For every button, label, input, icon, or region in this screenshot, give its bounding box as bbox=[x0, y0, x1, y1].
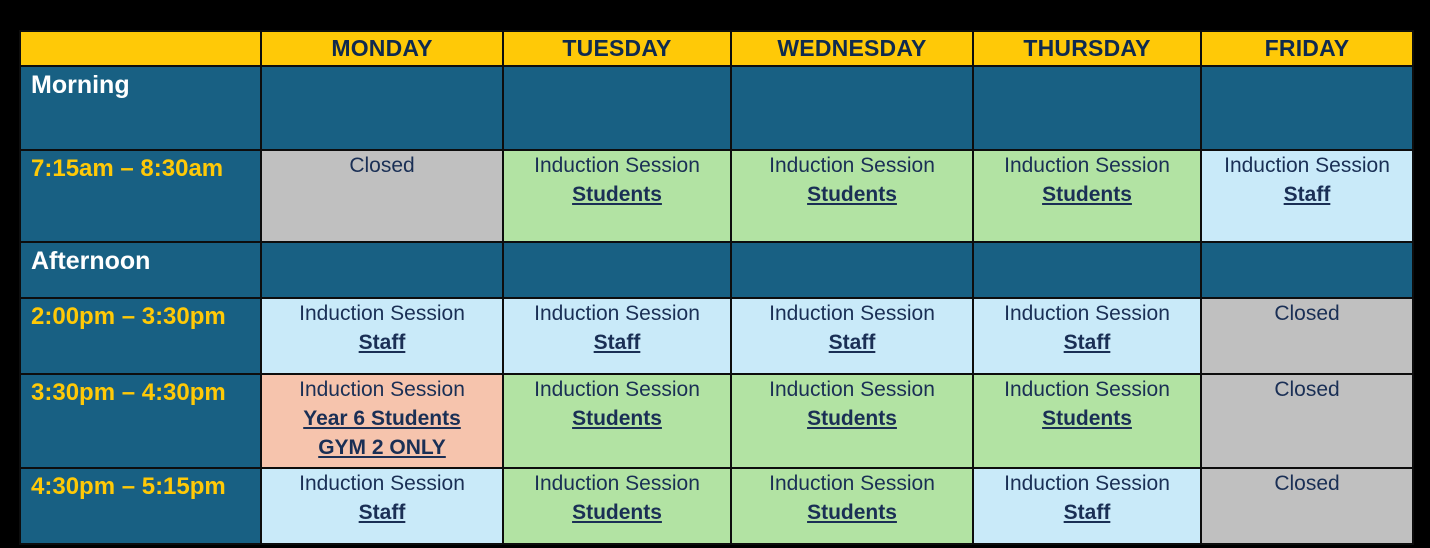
time-row bbox=[20, 150, 1413, 242]
section-row-afternoon bbox=[20, 242, 1413, 298]
header-row bbox=[20, 31, 1413, 66]
session-cell bbox=[1201, 468, 1413, 544]
session-note: GYM 2 ONLY bbox=[318, 436, 446, 459]
session-cell bbox=[731, 374, 973, 468]
session-title: Induction Session bbox=[1004, 378, 1170, 401]
session-title: Induction Session bbox=[1004, 154, 1170, 177]
session-cell bbox=[973, 150, 1201, 242]
induction-timetable bbox=[19, 30, 1414, 545]
section-filler bbox=[1201, 242, 1413, 298]
session-audience: Students bbox=[807, 501, 897, 524]
session-cell bbox=[973, 468, 1201, 544]
session-audience: Staff bbox=[1063, 331, 1111, 354]
time-label: 4:30pm – 5:15pm bbox=[20, 468, 261, 544]
time-label: 7:15am – 8:30am bbox=[20, 150, 261, 242]
session-audience: Students bbox=[807, 183, 897, 206]
section-filler bbox=[731, 242, 973, 298]
section-filler bbox=[503, 242, 731, 298]
session-audience: Students bbox=[807, 407, 897, 430]
session-title: Induction Session bbox=[534, 378, 700, 401]
section-filler bbox=[973, 66, 1201, 150]
session-title: Induction Session bbox=[769, 154, 935, 177]
session-cell bbox=[261, 468, 503, 544]
session-title: Closed bbox=[1274, 378, 1340, 401]
section-filler bbox=[731, 66, 973, 150]
session-cell bbox=[1201, 374, 1413, 468]
session-title: Induction Session bbox=[534, 154, 700, 177]
session-audience: Students bbox=[572, 407, 662, 430]
time-label: 2:00pm – 3:30pm bbox=[20, 298, 261, 374]
time-label: 3:30pm – 4:30pm bbox=[20, 374, 261, 468]
session-cell bbox=[261, 150, 503, 242]
section-filler bbox=[973, 242, 1201, 298]
day-header-friday: FRIDAY bbox=[1201, 31, 1413, 66]
day-header-tuesday: TUESDAY bbox=[503, 31, 731, 66]
session-audience: Students bbox=[1042, 183, 1132, 206]
time-row bbox=[20, 468, 1413, 544]
session-title: Induction Session bbox=[534, 302, 700, 325]
session-title: Induction Session bbox=[769, 302, 935, 325]
time-row bbox=[20, 298, 1413, 374]
session-title: Induction Session bbox=[769, 472, 935, 495]
session-title: Induction Session bbox=[534, 472, 700, 495]
session-cell bbox=[503, 468, 731, 544]
corner-cell bbox=[20, 31, 261, 66]
session-title: Induction Session bbox=[299, 302, 465, 325]
session-cell bbox=[973, 298, 1201, 374]
session-title: Closed bbox=[1274, 472, 1340, 495]
session-audience: Students bbox=[572, 501, 662, 524]
session-title: Induction Session bbox=[1004, 472, 1170, 495]
time-row bbox=[20, 374, 1413, 468]
session-audience: Year 6 Students bbox=[303, 407, 461, 430]
session-title: Closed bbox=[349, 154, 415, 177]
session-audience: Students bbox=[1042, 407, 1132, 430]
session-audience: Staff bbox=[593, 331, 641, 354]
session-cell bbox=[731, 468, 973, 544]
session-cell bbox=[503, 298, 731, 374]
session-title: Induction Session bbox=[299, 378, 465, 401]
section-row-morning bbox=[20, 66, 1413, 150]
day-header-thursday: THURSDAY bbox=[973, 31, 1201, 66]
session-audience: Students bbox=[572, 183, 662, 206]
session-audience: Staff bbox=[358, 331, 406, 354]
session-audience: Staff bbox=[358, 501, 406, 524]
day-header-monday: MONDAY bbox=[261, 31, 503, 66]
session-title: Induction Session bbox=[1004, 302, 1170, 325]
session-cell bbox=[973, 374, 1201, 468]
section-filler bbox=[1201, 66, 1413, 150]
section-filler bbox=[503, 66, 731, 150]
session-audience: Staff bbox=[828, 331, 876, 354]
session-title: Closed bbox=[1274, 302, 1340, 325]
session-cell bbox=[503, 150, 731, 242]
session-title: Induction Session bbox=[769, 378, 935, 401]
session-cell bbox=[1201, 150, 1413, 242]
session-cell bbox=[261, 298, 503, 374]
session-cell bbox=[1201, 298, 1413, 374]
session-title: Induction Session bbox=[299, 472, 465, 495]
session-audience: Staff bbox=[1283, 183, 1331, 206]
section-filler bbox=[261, 242, 503, 298]
session-title: Induction Session bbox=[1224, 154, 1390, 177]
section-filler bbox=[261, 66, 503, 150]
section-label-afternoon: Afternoon bbox=[20, 242, 261, 298]
session-cell bbox=[731, 150, 973, 242]
section-label-morning: Morning bbox=[20, 66, 261, 150]
session-cell bbox=[503, 374, 731, 468]
session-cell bbox=[731, 298, 973, 374]
session-audience: Staff bbox=[1063, 501, 1111, 524]
session-cell bbox=[261, 374, 503, 468]
day-header-wednesday: WEDNESDAY bbox=[731, 31, 973, 66]
